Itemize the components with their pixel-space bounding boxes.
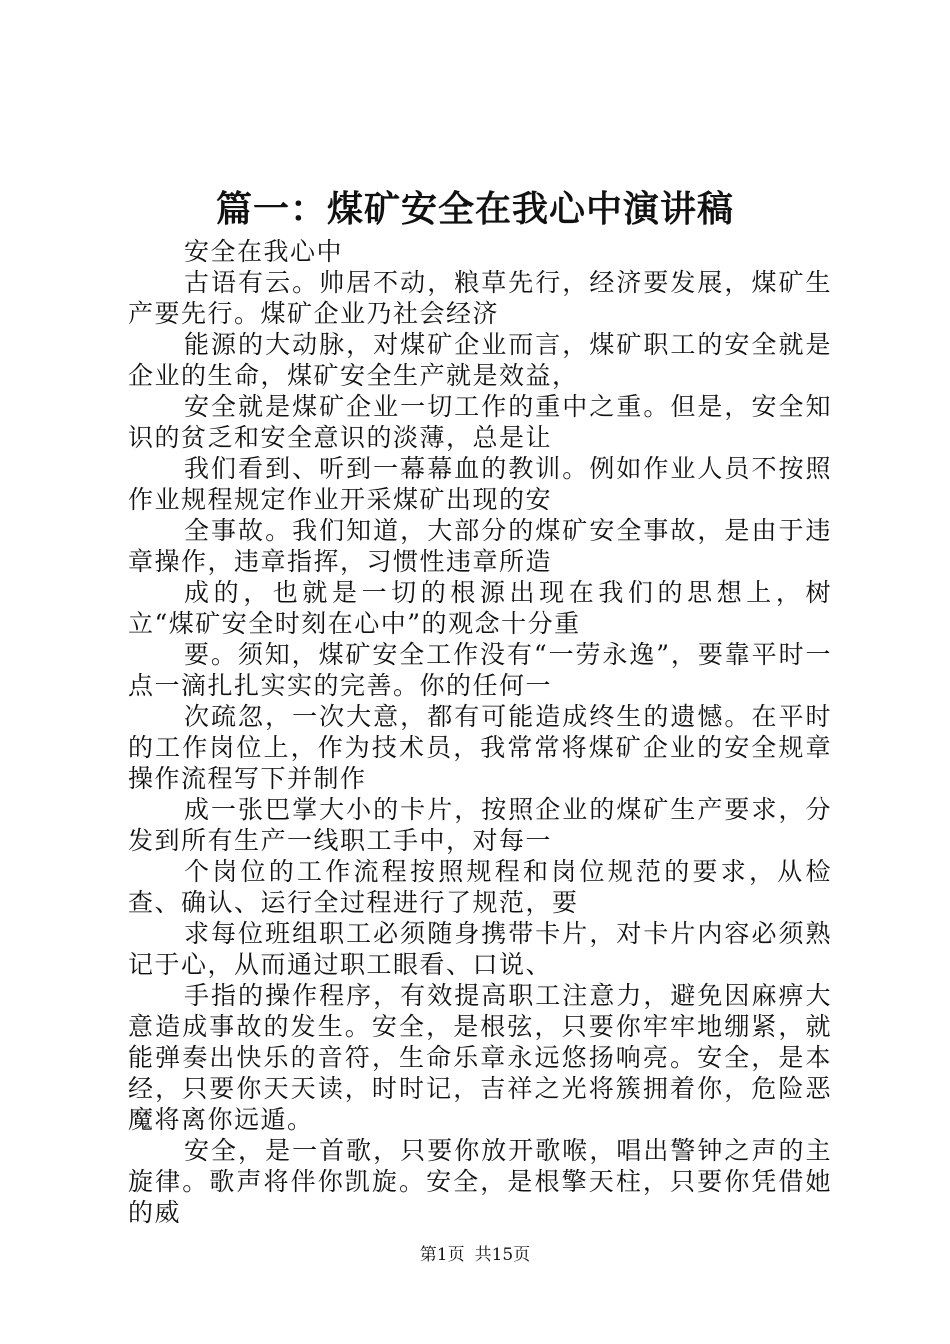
paragraph: 次疏忽，一次大意，都有可能造成终生的遗憾。在平时的工作岗位上，作为技术员，我常常将煤矿企业的安全规章操作流程写下并制作 [128, 702, 832, 793]
paragraph: 求每位班组职工必须随身携带卡片，对卡片内容必须熟记于心，从而通过职工眼看、口说、 [128, 919, 832, 979]
paragraph: 手指的操作程序，有效提高职工注意力，避免因麻痹大意造成事故的发生。安全，是根弦，只要你牢牢地绷紧，就能弹奏出快乐的音符，生命乐章永远悠扬响亮。安全，是本经，只要你天天读，时时记，吉祥之光将簇拥着你，危险恶魔将离你远遁。 [128, 981, 832, 1134]
document-body [128, 236, 832, 1228]
page-number: 第1页 [419, 1245, 465, 1265]
paragraph: 安全就是煤矿企业一切工作的重中之重。但是，安全知识的贫乏和安全意识的淡薄，总是让 [128, 392, 832, 452]
paragraph: 成的，也就是一切的根源出现在我们的思想上，树立“煤矿安全时刻在心中”的观念十分重 [128, 578, 832, 638]
paragraph: 我们看到、听到一幕幕血的教训。例如作业人员不按照作业规程规定作业开采煤矿出现的安 [128, 454, 832, 514]
paragraph: 个岗位的工作流程按照规程和岗位规范的要求，从检查、确认、运行全过程进行了规范，要 [128, 857, 832, 917]
paragraph: 全事故。我们知道，大部分的煤矿安全事故，是由于违章操作，违章指挥，习惯性违章所造 [128, 516, 832, 576]
page-total: 共15页 [474, 1245, 531, 1265]
page-footer [0, 1243, 950, 1267]
paragraph: 安全，是一首歌，只要你放开歌喉，唱出警钟之声的主旋律。歌声将伴你凯旋。安全，是根擎天柱，只要你凭借她的威 [128, 1136, 832, 1227]
paragraph: 成一张巴掌大小的卡片，按照企业的煤矿生产要求，分发到所有生产一线职工手中，对每一 [128, 795, 832, 855]
paragraph: 能源的大动脉，对煤矿企业而言，煤矿职工的安全就是企业的生命，煤矿安全生产就是效益， [128, 330, 832, 390]
paragraph: 要。须知，煤矿安全工作没有“一劳永逸”，要靠平时一点一滴扎扎实实的完善。你的任何一 [128, 640, 832, 700]
paragraph: 安全在我心中 [184, 237, 344, 266]
page-title: 篇一：煤矿安全在我心中演讲稿 [215, 188, 734, 230]
paragraph: 古语有云。帅居不动，粮草先行，经济要发展，煤矿生产要先行。煤矿企业乃社会经济 [128, 268, 832, 328]
